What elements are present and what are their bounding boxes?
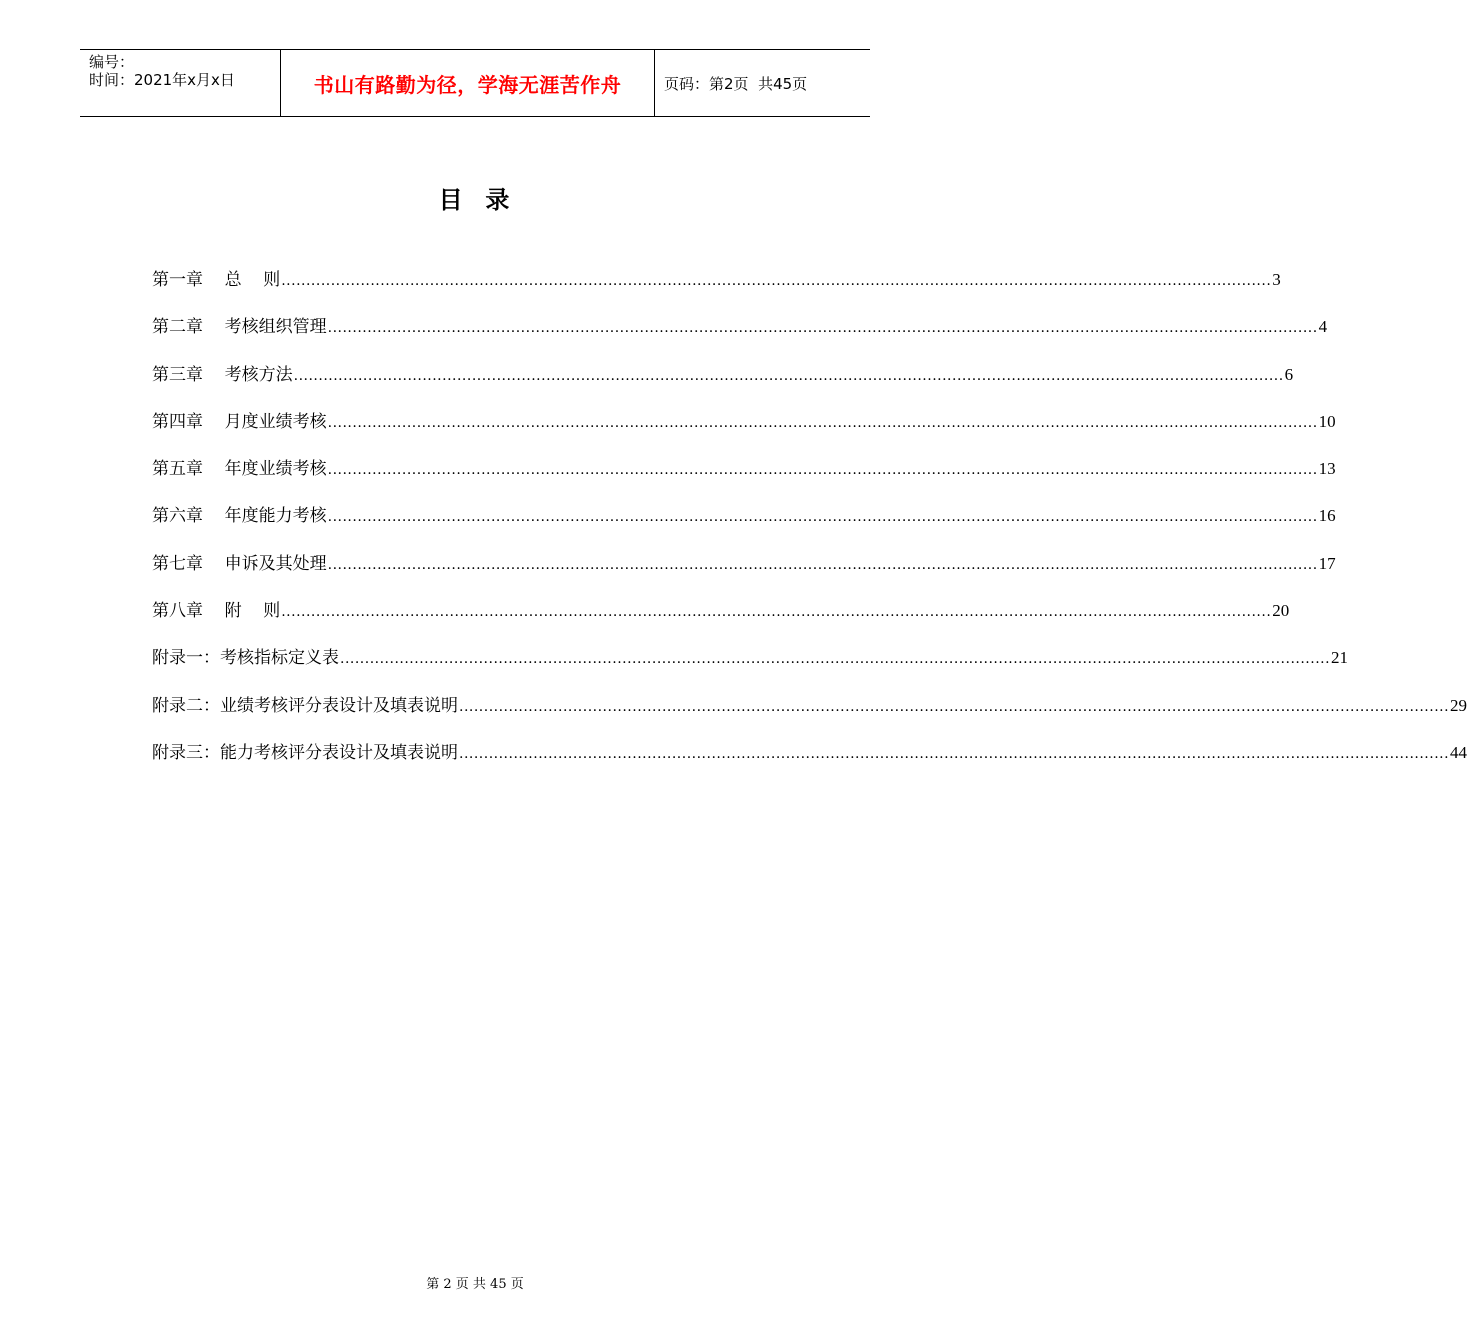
toc-entry[interactable] [152,363,1294,410]
toc-leader-dots: ........................................................................................................................................................................................................ [281,604,1272,621]
toc-leader-dots: ........................................................................................................................................................................................................ [281,273,1272,289]
toc-entry-label: 第六章 年度能力考核 [152,506,327,527]
toc-entry-label: 附录二：业绩考核评分表设计及填表说明 [152,695,458,716]
toc-leader-dots: ........................................................................................................................................................................................................ [459,698,1450,715]
toc-entry-label: 第二章 考核组织管理 [152,317,327,338]
toc-entry-page: 10 [1318,411,1336,431]
toc-entry-page: 29 [1450,695,1467,715]
toc-leader-dots: ........................................................................................................................................................................................................ [293,367,1284,384]
toc-leader-dots: ........................................................................................................................................................................................................ [327,320,1318,337]
toc-leader-dots: ........................................................................................................................................................................................................ [340,651,1331,668]
toc-entry[interactable] [152,552,1336,599]
header-meta-cell [80,50,281,116]
toc-entry-page: 44 [1450,742,1467,762]
toc-entry-page: 20 [1272,601,1290,621]
toc-entry-page: 21 [1331,648,1349,668]
toc-entry-label: 第四章 月度业绩考核 [152,411,327,432]
toc-entry-page: 16 [1318,506,1336,526]
toc-leader-dots: ........................................................................................................................................................................................................ [327,556,1318,573]
toc-leader-dots: ........................................................................................................................................................................................................ [459,745,1450,762]
page-header [80,49,870,117]
toc-entry-page: 3 [1272,270,1281,289]
toc-entry-label: 第八章 附 则 [152,601,281,622]
document-number-label: 编号： [89,53,135,71]
header-motto: 书山有路勤为径，学海无涯苦作舟 [281,50,655,116]
toc-entry-page: 17 [1318,553,1336,573]
toc-entry[interactable] [152,315,1328,362]
toc-entry[interactable] [152,504,1336,551]
toc-leader-dots: ........................................................................................................................................................................................................ [327,462,1318,479]
toc-entry-page: 6 [1284,364,1294,384]
toc-entry-label: 附录三：能力考核评分表设计及填表说明 [152,742,458,763]
toc-entry[interactable] [152,457,1336,504]
toc-entry-label: 第五章 年度业绩考核 [152,459,327,480]
toc-entry[interactable] [152,741,1467,788]
toc-entry-page: 4 [1318,317,1328,337]
toc-entry[interactable] [152,694,1467,741]
page-footer: 第 2 页 共 45 页 [426,1277,524,1292]
toc-entry[interactable] [152,599,1290,646]
toc-title: 目 录 [438,186,512,214]
toc-leader-dots: ........................................................................................................................................................................................................ [327,509,1318,526]
toc-entry[interactable] [152,410,1336,457]
toc-entry-label: 第七章 申诉及其处理 [152,553,327,574]
table-of-contents [152,268,1467,788]
toc-entry[interactable] [152,646,1349,693]
document-time-label: 时间：2021年x月x日 [89,71,235,89]
toc-leader-dots: ........................................................................................................................................................................................................ [327,414,1318,431]
header-page-info: 页码：第2页 共45页 [664,74,808,93]
toc-entry-page: 13 [1318,459,1336,479]
toc-entry-label: 附录一：考核指标定义表 [152,648,339,669]
toc-entry-label: 第一章 总 则 [152,270,281,290]
toc-entry-label: 第三章 考核方法 [152,364,293,385]
toc-entry[interactable] [152,268,1281,315]
header-page-info-cell [655,50,870,116]
